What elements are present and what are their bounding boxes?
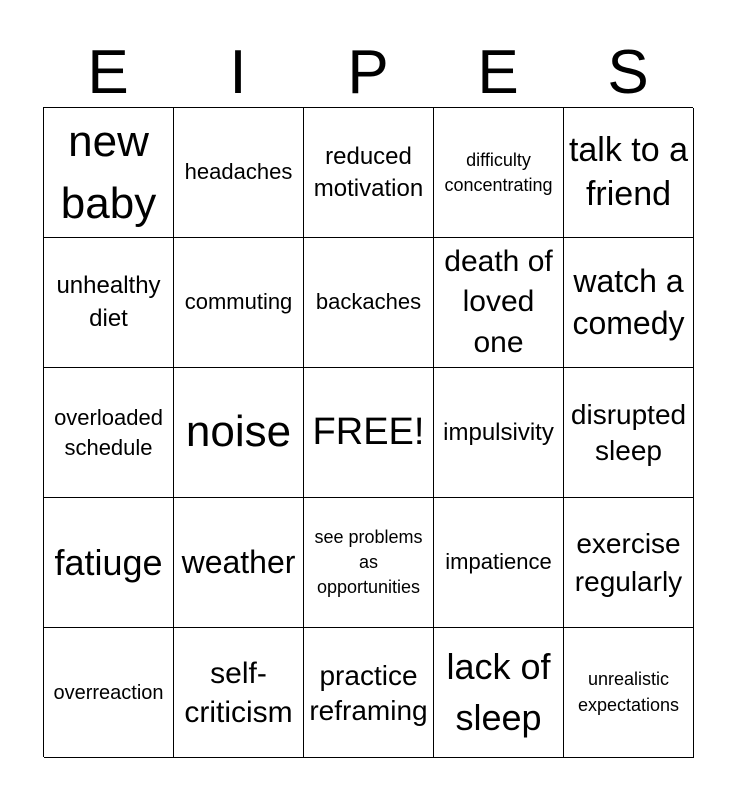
bingo-cell-r5c3 (304, 628, 434, 758)
bingo-cell-r4c1 (44, 498, 174, 628)
bingo-cell-r1c1 (44, 108, 174, 238)
cell-text: impulsivity (443, 418, 554, 446)
bingo-cell-r5c2 (174, 628, 304, 758)
bingo-cell-r4c2 (174, 498, 304, 628)
header-letter-2: I (229, 38, 247, 107)
bingo-cell-r2c5 (564, 238, 694, 368)
cell-text: reduced motivation (313, 143, 424, 202)
cell-text: exercise regularly (574, 527, 683, 597)
header-letter-5: S (607, 38, 649, 107)
bingo-cell-r3c2 (174, 368, 304, 498)
cell-text: noise (185, 407, 292, 457)
cell-text: weather (181, 544, 296, 581)
bingo-cell-r1c4 (434, 108, 564, 238)
cell-text: FREE! (312, 410, 425, 453)
cell-text: difficulty concentrating (444, 150, 553, 195)
bingo-cell-r3c4 (434, 368, 564, 498)
cell-text: watch a comedy (572, 262, 685, 341)
bingo-cell-r1c5 (564, 108, 694, 238)
cell-text: talk to a friend (568, 130, 689, 213)
bingo-cell-r3c1 (44, 368, 174, 498)
cell-text: commuting (184, 289, 293, 315)
bingo-cell-r2c1 (44, 238, 174, 368)
cell-text: overloaded schedule (54, 404, 163, 460)
cell-text: unrealistic expectations (577, 669, 680, 715)
header-letter-4: E (477, 38, 519, 107)
cell-text: lack of sleep (446, 646, 551, 738)
bingo-cell-r4c5 (564, 498, 694, 628)
cell-text: fatiuge (54, 541, 163, 583)
bingo-cell-r4c4 (434, 498, 564, 628)
bingo-header (43, 38, 693, 108)
bingo-cell-r3c5 (564, 368, 694, 498)
bingo-cell-r2c4 (434, 238, 564, 368)
header-letter-3: P (347, 38, 389, 107)
bingo-cell-r2c2 (174, 238, 304, 368)
cell-text: headaches (184, 159, 293, 185)
bingo-cell-r1c2 (174, 108, 304, 238)
cell-text: new baby (60, 116, 157, 228)
cell-text: see problems as opportunities (314, 526, 423, 598)
bingo-cell-r5c1 (44, 628, 174, 758)
bingo-cell-r3c3 free-space (304, 368, 434, 498)
bingo-cell-r1c3 (304, 108, 434, 238)
cell-text: disrupted sleep (570, 398, 687, 466)
cell-text: impatience (445, 549, 552, 575)
bingo-board (43, 107, 693, 757)
cell-text: unhealthy diet (56, 272, 161, 332)
cell-text: self-criticism (184, 656, 293, 729)
cell-text: practice reframing (309, 659, 428, 726)
bingo-cell-r4c3 (304, 498, 434, 628)
cell-text: overreaction (53, 681, 164, 704)
cell-text: backaches (315, 289, 422, 315)
bingo-cell-r5c5 (564, 628, 694, 758)
header-letter-1: E (87, 38, 129, 107)
cell-text: death of loved one (444, 244, 553, 359)
bingo-cell-r5c4 (434, 628, 564, 758)
bingo-cell-r2c3 (304, 238, 434, 368)
